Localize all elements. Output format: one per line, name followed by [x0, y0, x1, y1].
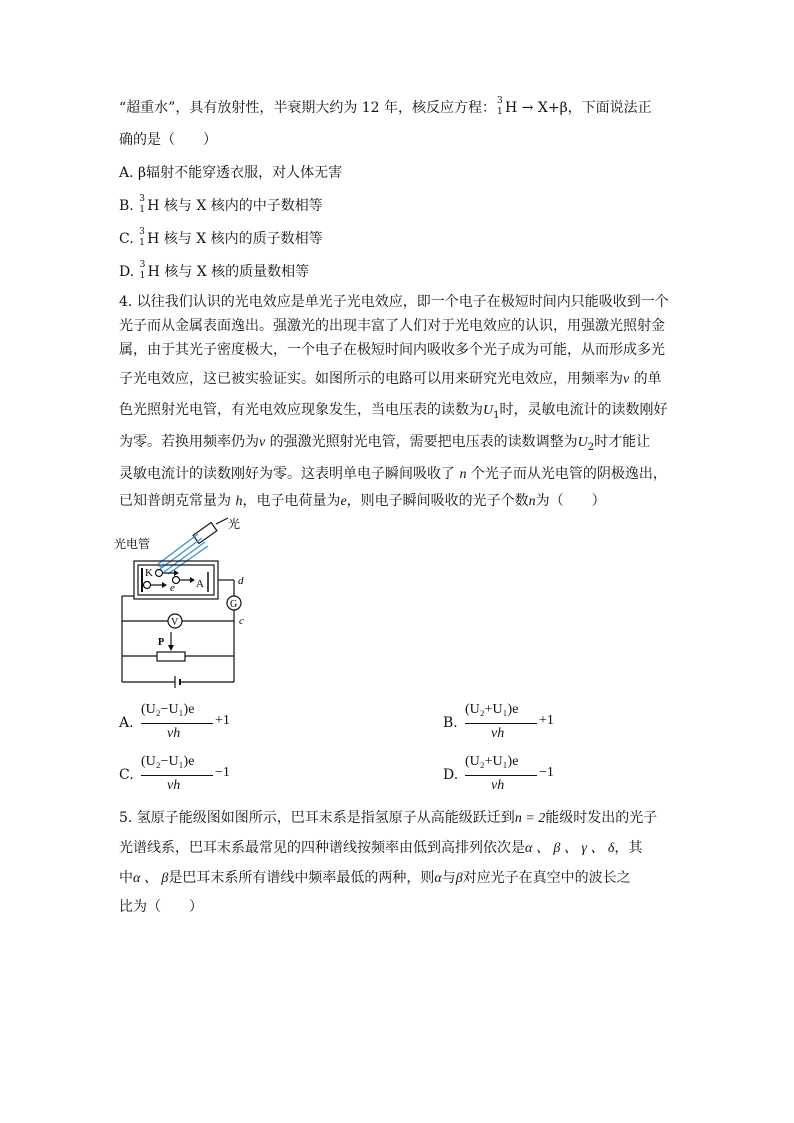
label-phototube: 光电管 — [114, 537, 151, 551]
q5-line-1: 5. 氢原子能级图如图所示，巴耳末系是指氢原子从高能级跃迁到n = 2能级时发出的光子 — [119, 810, 658, 826]
q4-option-b-label: B. — [443, 715, 458, 731]
q4-line-7: 灵敏电流计的读数刚好为零。这表明单电子瞬间吸收了 n 个光子而从光电管的阴极逸出， — [119, 466, 667, 482]
label-p: P — [158, 637, 165, 648]
q5-line-3: 中α 、 β是巴耳末系所有谱线中频率最低的两种，则α与β对应光子在真空中的波长之 — [119, 870, 631, 886]
label-light: 光 — [228, 517, 241, 531]
label-e: e — [170, 582, 175, 594]
q3-line-2: 确的是（ ） — [119, 132, 217, 148]
q4-option-c-label: C. — [119, 767, 134, 783]
q5-line-4: 比为（ ） — [119, 899, 203, 915]
q4-line-4: 子光电效应，这已被实验证实。如图所示的电路可以用来研究光电效应，用频率为ν 的单 — [119, 371, 662, 387]
label-k: K — [145, 567, 153, 579]
label-d: d — [238, 575, 244, 587]
label-a: A — [196, 578, 204, 590]
q3-option-c: C. 3 1 H 核与 X 核内的质子数相等 — [119, 227, 323, 248]
q3-option-d: D. 3 1 H 核与 X 核的质量数相等 — [119, 260, 310, 281]
q4-option-a-label: A. — [119, 715, 134, 731]
q5-line-2: 光谱线系，巴耳末系最常见的四种谱线按频率由低到高排列依次是α 、 β 、 γ 、 δ，其 — [119, 840, 643, 856]
reaction-rhs: → X+β — [517, 100, 568, 116]
q4-line-8: 已知普朗克常量为 h，电子电荷量为e，则电子瞬间吸收的光子个数n为（ ） — [119, 493, 606, 509]
q4-line-5: 色光照射光电管，有光电效应现象发生，当电压表的读数为$U_1$时，灵敏电流计的读数刚好 — [119, 402, 668, 421]
q4-line-1: 4. 以往我们认识的光电效应是单光子光电效应，即一个电子在极短时间内只能吸收到一个 — [119, 294, 669, 310]
q3-option-a: A. β辐射不能穿透衣服，对人体无害 — [119, 165, 343, 181]
q3-line-1: “超重水”，具有放射性，半衰期大约为 12 年，核反应方程： 3 1 H → X+β，下面说法正 — [119, 96, 652, 117]
photoelectric-circuit-diagram — [112, 514, 257, 692]
q4-line-3: 属，由于其光子密度极大，一个电子在极短时间内吸收多个光子成为可能，从而形成多光 — [119, 342, 665, 358]
nuclide-symbol: H — [505, 100, 518, 116]
q4-line-2: 光子而从金属表面逸出。强激光的出现丰富了人们对于光电效应的认识，用强激光照射金 — [119, 318, 665, 334]
q3-option-b: B. 3 1 H 核与 X 核内的中子数相等 — [119, 194, 323, 215]
q3-text: “超重水”，具有放射性，半衰期大约为 12 年，核反应方程： — [119, 100, 497, 116]
label-c: c — [239, 615, 244, 627]
q4-line-6: 为零。若换用频率仍为ν 的强激光照射光电管，需要把电压表的读数调整为$U_2$时才能让 — [119, 434, 651, 453]
label-v: V — [171, 617, 179, 628]
q4-option-d-label: D. — [443, 767, 459, 783]
label-g: G — [230, 599, 238, 610]
nuclide-tritium: 3 1 — [497, 96, 503, 117]
